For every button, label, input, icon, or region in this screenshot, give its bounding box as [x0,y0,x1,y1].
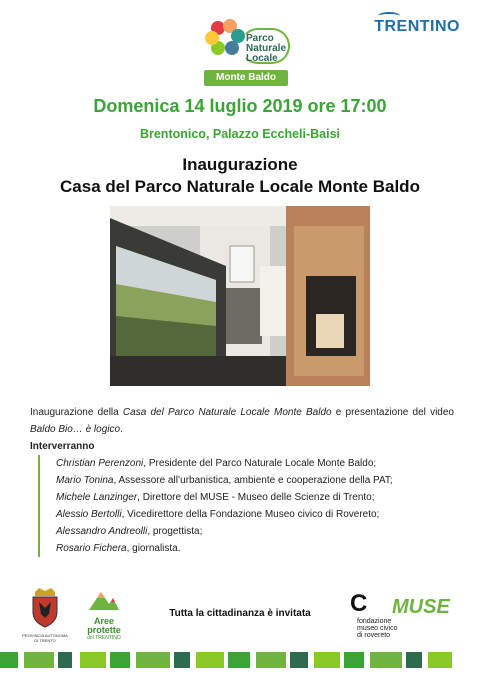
list-item [38,489,454,506]
speaker-name: Rosario Fichera [56,543,127,554]
intro-text-1: Inaugurazione della [30,407,123,418]
stripe [428,652,452,668]
stripe [58,652,72,668]
fondazione-c-icon: C [350,590,368,617]
event-title-line-2: Casa del Parco Naturale Locale Monte Baldo [60,177,420,196]
stripe [290,652,308,668]
aree-icon [87,590,121,612]
speaker-role: , Presidente del Parco Naturale Locale Monte Baldo; [143,458,377,469]
stripe [80,652,106,668]
stripe [314,652,340,668]
aree-protette-logo [84,590,124,644]
event-photo [110,206,370,386]
logo-line-2: Naturale [246,43,287,54]
stripe [0,652,18,668]
list-item [38,523,454,540]
speaker-role: , Direttore del MUSE - Museo delle Scienze di Trento; [137,492,375,503]
speaker-role: , giornalista. [126,543,181,554]
intro-text-3: . [120,424,123,435]
trentino-text: TRENTINO [374,18,460,35]
event-place: Brentonico, Palazzo Eccheli-Baisi [139,127,341,141]
stripe [110,652,130,668]
stripe [196,652,224,668]
intro-paragraph [30,404,454,438]
list-item [38,506,454,523]
muse-logo: MUSE [392,596,450,618]
logo-line-3: Locale [246,53,278,64]
list-item [38,540,454,557]
logo-band: Monte Baldo [204,70,288,86]
list-item [38,472,454,489]
intro-text-2: e presentazione del video [331,407,454,418]
speaker-name: Christian Perenzoni [56,458,144,469]
stripe [344,652,364,668]
logo-text [246,34,286,64]
stripe [228,652,250,668]
intro-italic-1: Casa del Parco Naturale Locale Monte Baldo [122,407,332,418]
trentino-logo [374,18,460,36]
stripe [406,652,422,668]
fondazione-line-2: museo civico [357,625,398,632]
speaker-role: , progettista; [147,526,203,537]
stripe [24,652,54,668]
speakers-list [30,455,454,557]
aree-text-2: protette [87,625,121,635]
museum-interior-image [110,206,370,386]
parco-logo [196,18,296,92]
fondazione-line-3: di rovereto [357,632,391,639]
decorative-stripes [0,652,480,668]
province-logo [20,588,70,644]
logo-line-1: Parco [246,33,274,44]
stripe [256,652,286,668]
event-date: Domenica 14 luglio 2019 ore 17:00 [93,96,387,116]
invite-text: Tutta la cittadinanza è invitata [169,608,311,619]
speaker-name: Michele Lanzinger [56,492,138,503]
speakers-label: Interverranno [30,441,95,452]
speaker-name: Alessio Bertolli [56,509,122,520]
event-title-line-1: Inaugurazione [182,155,298,174]
event-description [30,404,454,557]
speaker-role: , Vicedirettore della Fondazione Museo civico di Rovereto; [121,509,380,520]
intro-italic-2: Baldo Bio… è logico [30,424,121,435]
speaker-role: , Assessore all’urbanistica, ambiente e cooperazione della PAT; [113,475,393,486]
coat-of-arms-icon [29,588,61,628]
province-text: PROVINCIA AUTONOMA DI TRENTO [22,633,68,643]
stripe [136,652,170,668]
stripe [174,652,190,668]
fondazione-text [357,618,397,639]
footer [0,588,480,648]
speaker-name: Mario Tonina [56,475,114,486]
fondazione-line-1: fondazione [357,618,392,625]
stripe [370,652,402,668]
list-item [38,455,454,472]
aree-text-1: Aree [93,616,114,626]
stripe [72,652,80,668]
aree-text-3: del TRENTINO [87,635,121,641]
speaker-name: Alessandro Andreolli [56,526,148,537]
